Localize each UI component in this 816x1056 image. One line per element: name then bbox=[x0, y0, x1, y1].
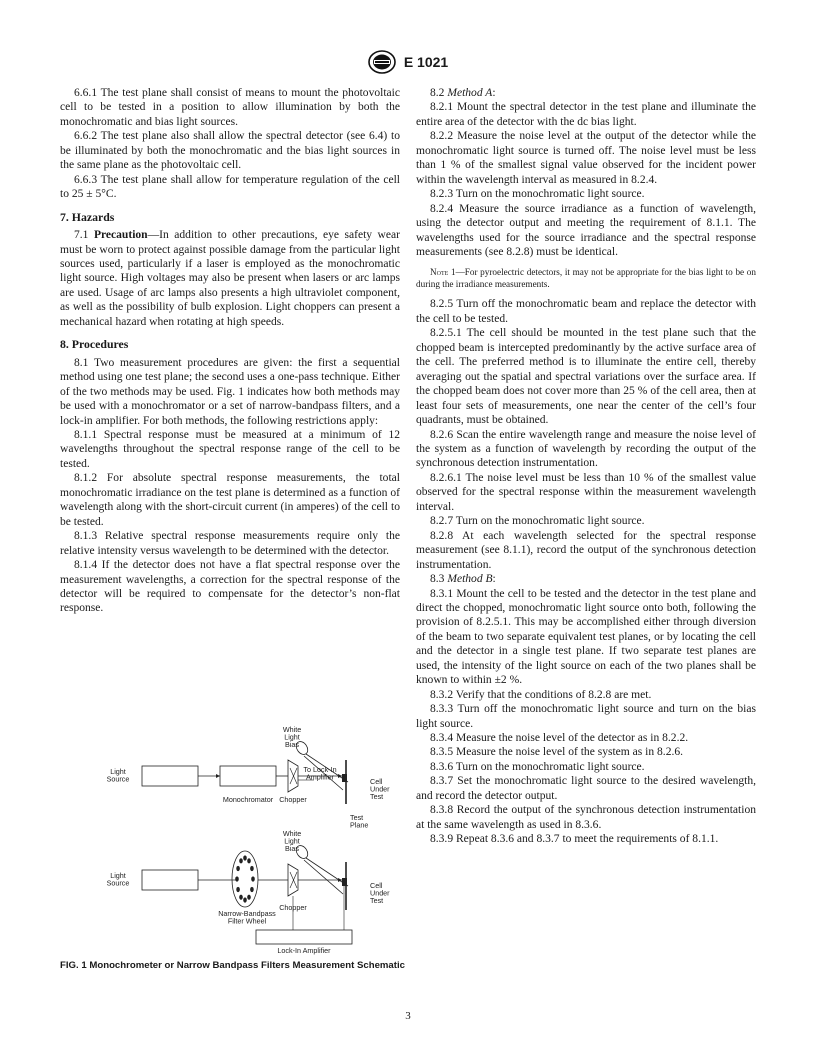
paragraph: 8.1 Two measurement procedures are given: the first a sequential method using one test plane; the second uses a one-pass technique. Either of the two methods may be used. Fig. 1 indicates how both methods may be used with a monochromator or a set of narrow-bandpass filters, and a lock-in amplifier. For both methods, the following restrictions apply: bbox=[60, 356, 400, 427]
top-chopper-label: Chopper bbox=[279, 795, 307, 804]
paragraph: 8.3.6 Turn on the monochromatic light source. bbox=[430, 760, 645, 773]
right-column bbox=[416, 86, 756, 847]
section-heading: 8. Procedures bbox=[60, 337, 129, 352]
paragraph: 8.3.7 Set the monochromatic light source to the desired wavelength, and record the detector output. bbox=[416, 775, 756, 802]
filter-icon bbox=[247, 858, 251, 863]
section-heading: 7. Hazards bbox=[60, 209, 115, 224]
bottom-white-light-bias-label: White bbox=[282, 829, 302, 838]
paragraph: 8.3 Method B: bbox=[430, 573, 496, 586]
filter-icon bbox=[251, 876, 255, 881]
test-plane-label: Test bbox=[350, 813, 364, 822]
paragraph: 6.6.1 The test plane shall consist of means to mount the photovoltaic cell to be tested in a position to allow illumination by both the monochromatic and bias light sources. bbox=[60, 87, 400, 128]
lockin-label: Lock-In Amplifier bbox=[277, 946, 331, 955]
measurement-schematic bbox=[60, 720, 405, 960]
paragraph: 8.3.1 Mount the cell to be tested and the detector in the test plane and direct the chopped, monochromatic light source onto both, following the provision of 8.2.5.1. This may be accomplished either through diversion of the beam to two separate equivalent test planes, or by locating the cell and the detector in a single test plane. If two separate test planes are used, the intensity of the light source on each of the two planes shall be known to within ±2 %. bbox=[416, 587, 756, 687]
paragraph: 8.1.2 For absolute spectral response measurements, the total monochromatic irradiance on the test plane is determined as a function of wavelength along with the short-circuit current (in amperes) of the cell to be tested. bbox=[60, 472, 400, 528]
filter-icon bbox=[235, 876, 239, 881]
paragraph: 8.2.7 Turn on the monochromatic light source. bbox=[430, 515, 645, 528]
page-header bbox=[0, 50, 816, 74]
test-plane-label: Plane bbox=[350, 820, 369, 830]
filter-icon bbox=[239, 895, 243, 900]
page-number: 3 bbox=[405, 1010, 411, 1022]
bottom-white-light-bias-label: Light bbox=[284, 836, 300, 846]
left-column bbox=[60, 86, 400, 616]
top-cell-label: Under bbox=[370, 784, 390, 794]
paragraph: 8.3.9 Repeat 8.3.6 and 8.3.7 to meet the requirements of 8.1.1. bbox=[430, 833, 719, 846]
filter-icon bbox=[243, 897, 247, 902]
bottom-cell-label: Cell bbox=[370, 881, 383, 890]
filter-icon bbox=[239, 858, 243, 863]
bottom-cell-label: Under bbox=[370, 888, 390, 898]
filter-wheel-label: Filter Wheel bbox=[227, 916, 267, 926]
paragraph: 8.2.6.1 The noise level must be less than 10 % of the smallest value observed for the spectral response within the measurement wavelength interval. bbox=[416, 471, 756, 513]
note: Note 1—For pyroelectric detectors, it may not be appropriate for the bias light to be on during the irradiance measurements. bbox=[416, 267, 756, 289]
lockin-box bbox=[256, 930, 352, 944]
paragraph: 8.1.4 If the detector does not have a flat spectral response over the measurement wavelengths, a correction for the spectral response of the detector will be required to compensate for the detector’s non-flat response. bbox=[60, 559, 400, 615]
bottom-light-source-label: Source bbox=[106, 878, 130, 888]
paragraph: 8.2.5.1 The cell should be mounted in the test plane such that the chopped beam is intercepted predominantly by the active surface area of the cell. The preferred method is to illuminate the entire cell, thereby averaging out the spatial and spectral variations over the surface area. If the chopped beam does not cover more than 25 % of the cell area, then at least four sets of measurements, one near the center of the cell’s four quadrants, must be obtained. bbox=[416, 327, 756, 427]
filter-icon bbox=[250, 887, 254, 892]
paragraph: 6.6.3 The test plane shall allow for temperature regulation of the cell to 25 ± 5°C. bbox=[60, 173, 400, 201]
paragraph: 8.2.2 Measure the noise level at the output of the detector while the monochromatic light source is turned off. The noise level must be less than 1 % of the smallest signal value observed for the incident power within the wavelength interval as measured in 8.2.4. bbox=[416, 130, 756, 186]
bottom-chopper-label: Chopper bbox=[279, 903, 307, 912]
top-chopper-icon bbox=[288, 760, 298, 792]
paragraph: 8.2.3 Turn on the monochromatic light source. bbox=[430, 188, 645, 201]
bottom-light-source-label: Light bbox=[110, 871, 126, 880]
top-lockin-label: To Lock-In bbox=[303, 765, 337, 774]
paragraph: 8.2.5 Turn off the monochromatic beam and replace the detector with the cell to be tested. bbox=[416, 298, 756, 325]
top-light-source-label: Light bbox=[110, 767, 126, 776]
top-white-light-bias-label: Light bbox=[284, 732, 300, 742]
bottom-chopper-icon bbox=[288, 864, 298, 896]
standard-designation: E 1021 bbox=[403, 54, 449, 70]
filter-icon bbox=[236, 887, 240, 892]
astm-logo-icon bbox=[368, 50, 396, 74]
top-white-light-bias-label: Bias bbox=[285, 740, 299, 750]
paragraph: 8.3.8 Record the output of the synchronous detection instrumentation at the same wavelength as used in 8.3.6. bbox=[416, 804, 756, 831]
filter-icon bbox=[247, 895, 251, 900]
paragraph: 8.2.8 At each wavelength selected for the spectral response measurement (see 8.1.1), record the output of the synchronous detection instrumentation. bbox=[416, 529, 756, 571]
bottom-cell-label: Test bbox=[370, 896, 384, 906]
bottom-source-box bbox=[142, 870, 198, 890]
top-monochromator-box bbox=[220, 766, 276, 786]
paragraph: 8.3.3 Turn off the monochromatic light source and turn on the bias light source. bbox=[416, 703, 756, 730]
filter-icon bbox=[236, 866, 240, 871]
filter-icon bbox=[243, 855, 247, 860]
top-white-light-bias-label: White bbox=[282, 725, 302, 734]
figure-caption: FIG. 1 Monochrometer or Narrow Bandpass Filters Measurement Schematic bbox=[60, 960, 405, 971]
top-light-source-label: Source bbox=[106, 774, 130, 784]
top-cell-label: Test bbox=[370, 792, 384, 802]
top-source-box bbox=[142, 766, 198, 786]
paragraph: 8.2.6 Scan the entire wavelength range and measure the noise level of the system as a function of wavelength by recording the output of the synchronous detection instrumentation. bbox=[416, 428, 756, 470]
paragraph: 6.6.2 The test plane also shall allow the spectral detector (see 6.4) to be illuminated by both the monochromatic and the bias light sources in the same plane as the photovoltaic cell. bbox=[60, 130, 400, 172]
paragraph: 8.1.1 Spectral response must be measured at a minimum of 12 wavelengths throughout the spectral response range of the cell to be tested. bbox=[60, 428, 400, 470]
filter-icon bbox=[250, 866, 254, 871]
filter-wheel-label: Narrow-Bandpass bbox=[218, 909, 276, 918]
paragraph: 8.3.5 Measure the noise level of the system as in 8.2.6. bbox=[430, 746, 684, 759]
top-lockin-label: Amplifier bbox=[306, 772, 334, 782]
paragraph: 8.2.1 Mount the spectral detector in the test plane and illuminate the entire area of the detector with the dc bias light. bbox=[416, 101, 756, 128]
paragraph: 7.1 Precaution—In addition to other precautions, eye safety wear must be worn to protect against possible damage from the particular light sources used, particularly if a laser is employed as the monochromatic light source. High voltages may also be present when lasers or arc lamps are used. Usage of arc lamps also presents a high ultraviolet component, as well as the possibility of bulb explosion. Light choppers can present a mechanical hazard when rotating at high speeds. bbox=[60, 229, 400, 328]
paragraph: 8.3.4 Measure the noise level of the detector as in 8.2.2. bbox=[430, 732, 689, 745]
paragraph: 8.2.4 Measure the source irradiance as a function of wavelength, using the detector output and meeting the requirement of 8.1.1. The wavelengths used for the source irradiance and the spectral response measurements (see 8.2.8) must be identical. bbox=[416, 202, 756, 258]
figure-1 bbox=[60, 720, 405, 990]
paragraph: 8.2 Method A: bbox=[430, 87, 496, 99]
top-monochromator-label: Monochromator bbox=[222, 795, 274, 804]
paragraph: 8.3.2 Verify that the conditions of 8.2.8 are met. bbox=[430, 688, 652, 701]
bottom-schematic bbox=[142, 843, 352, 944]
bottom-white-light-bias-label: Bias bbox=[285, 844, 299, 854]
paragraph: 8.1.3 Relative spectral response measurements require only the relative intensity versus wavelength to be determined with the detector. bbox=[60, 530, 400, 557]
top-cell-label: Cell bbox=[370, 777, 383, 786]
